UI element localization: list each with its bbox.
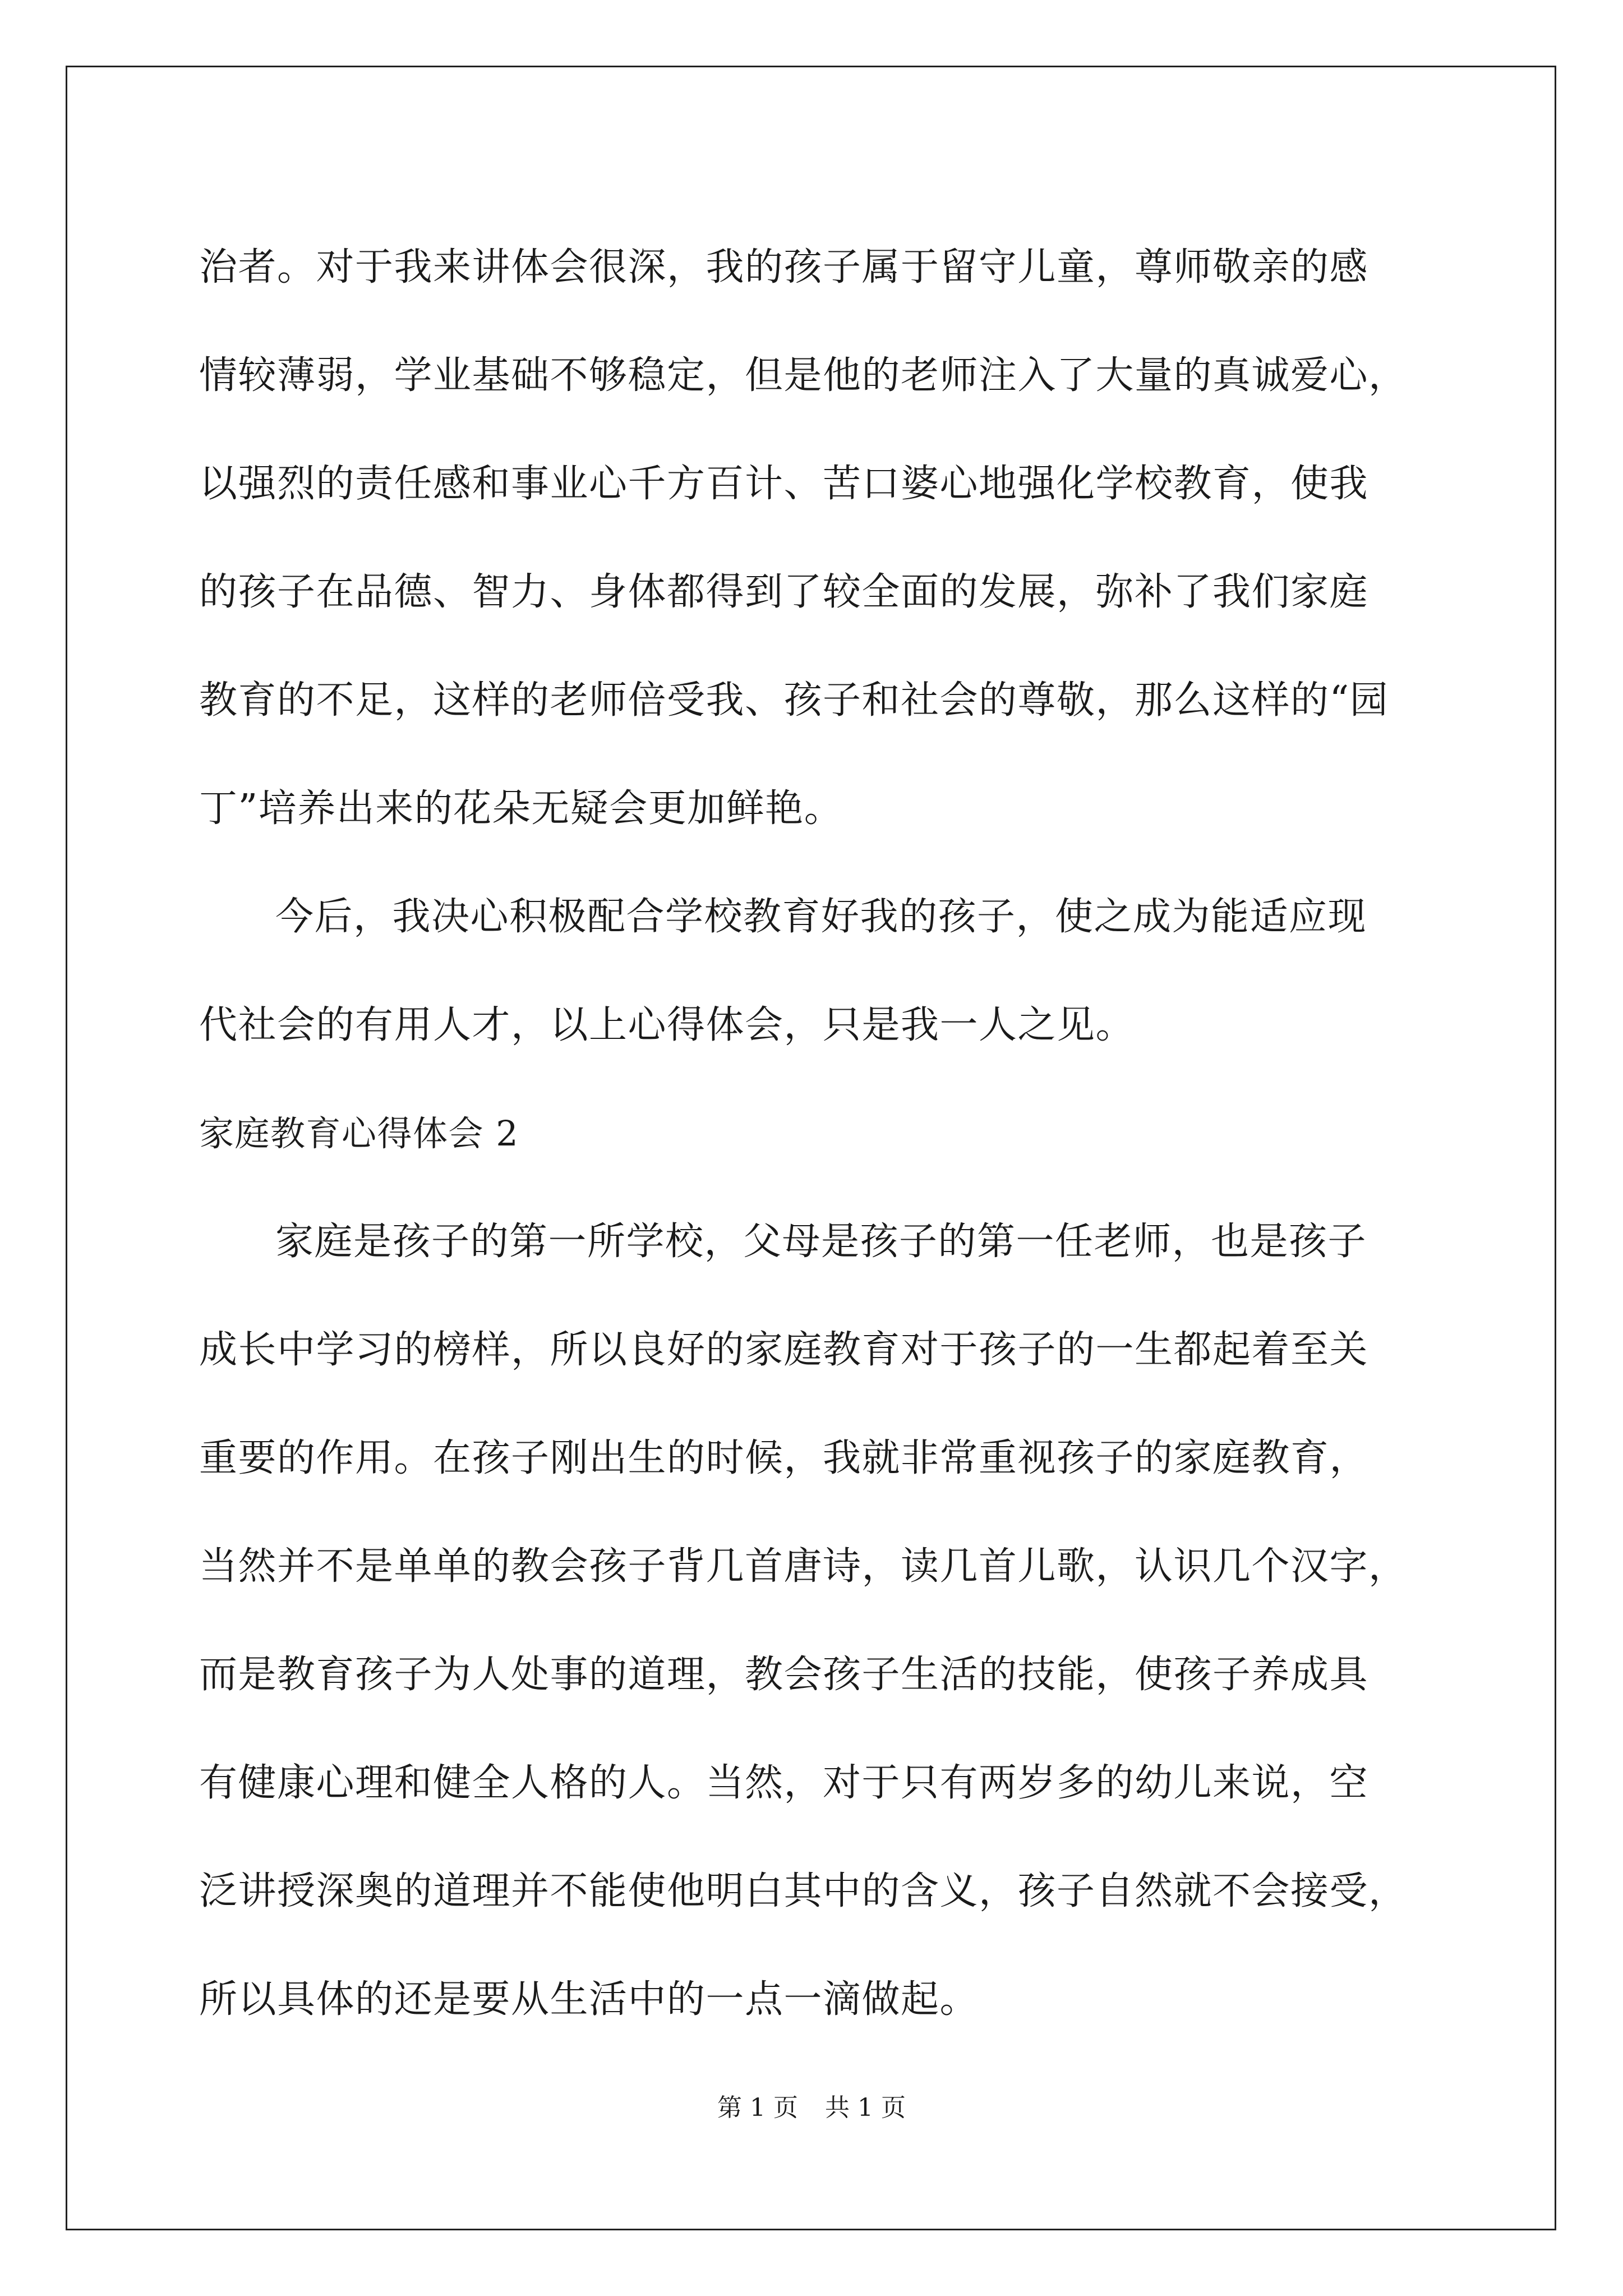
- paragraph-line: 今后，我决心积极配合学校教育好我的孩子，使之成为能适应现: [275, 895, 1367, 939]
- paragraph-3: [199, 1188, 1455, 2054]
- paragraph-line: 成长中学习的榜样，所以良好的家庭教育对于孩子的一生都起着至关: [199, 1328, 1369, 1372]
- page-footer: [0, 2091, 1623, 2125]
- paragraph-line: 所以具体的还是要从生活中的一点一滴做起。: [199, 1977, 979, 2022]
- paragraph-line: 泛讲授深奥的道理并不能使他明白其中的含义，孩子自然就不会接受，: [199, 1869, 1408, 1913]
- paragraph-line: 而是教育孩子为人处事的道理，教会孩子生活的技能，使孩子养成具: [199, 1653, 1369, 1697]
- paragraph-line: 的孩子在品德、智力、身体都得到了较全面的发展，弥补了我们家庭: [199, 570, 1369, 614]
- section-heading: 家庭教育心得体会 2: [199, 1113, 519, 1154]
- paragraph-2: [199, 863, 1455, 1079]
- page-number: 第 1 页: [717, 2093, 798, 2122]
- paragraph-line: 重要的作用。在孩子刚出生的时候，我就非常重视孩子的家庭教育，: [199, 1436, 1369, 1480]
- document-body: [199, 213, 1455, 2054]
- page-total: 共 1 页: [825, 2093, 906, 2122]
- paragraph-line: 当然并不是单单的教会孩子背几首唐诗，读几首儿歌，认识几个汉字，: [199, 1544, 1408, 1589]
- paragraph-line: 以强烈的责任感和事业心千方百计、苦口婆心地强化学校教育，使我: [199, 462, 1369, 506]
- paragraph-line: 丁”培养出来的花朵无疑会更加鲜艳。: [199, 786, 843, 831]
- paragraph-line: 有健康心理和健全人格的人。当然，对于只有两岁多的幼儿来说，空: [199, 1761, 1369, 1805]
- paragraph-line: 教育的不足，这样的老师倍受我、孩子和社会的尊敬，那么这样的“园: [199, 678, 1389, 723]
- paragraph-line: 家庭是孩子的第一所学校，父母是孩子的第一任老师，也是孩子: [275, 1220, 1367, 1264]
- paragraph-line: 代社会的有用人才，以上心得体会，只是我一人之见。: [199, 1003, 1135, 1047]
- paragraph-line: 情较薄弱，学业基础不够稳定，但是他的老师注入了大量的真诚爱心，: [199, 353, 1408, 398]
- paragraph-1: [199, 213, 1455, 863]
- paragraph-line: 治者。对于我来讲体会很深，我的孩子属于留守儿童，尊师敬亲的感: [199, 245, 1369, 289]
